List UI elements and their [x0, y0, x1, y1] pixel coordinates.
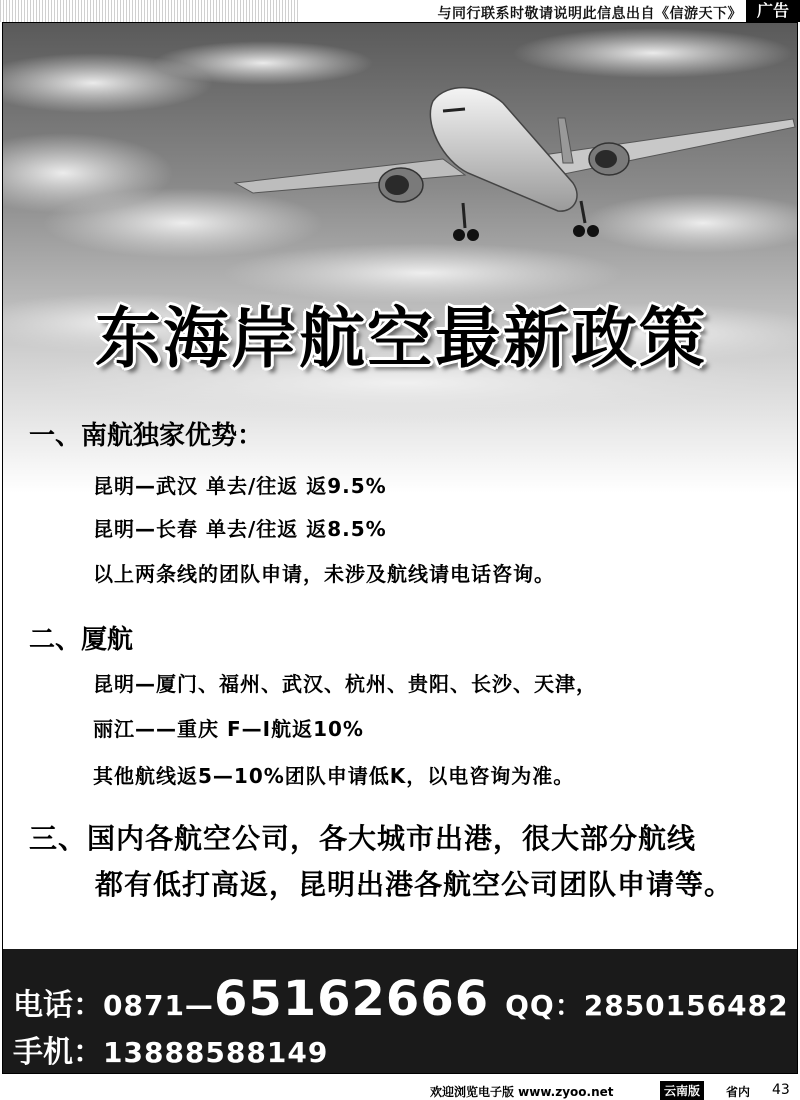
mobile-row	[13, 1027, 328, 1071]
decorative-pattern	[0, 0, 300, 22]
section-3-line: 都有低打高返，昆明出港各航空公司团队申请等。	[95, 868, 734, 901]
mobile-number: 13888588149	[103, 1036, 329, 1069]
phone-row	[13, 971, 789, 1027]
page-number: 43	[772, 1082, 790, 1098]
section-2-line: 其他航线返5—10%团队申请低K，以电咨询为准。	[93, 764, 575, 788]
page-footer	[0, 1078, 800, 1100]
headline-title: 东海岸航空最新政策	[95, 300, 707, 377]
footer-logo: 云南版	[660, 1081, 704, 1100]
section-2-title: 二、厦航	[29, 625, 134, 655]
section-1-line: 以上两条线的团队申请，未涉及航线请电话咨询。	[93, 562, 555, 586]
section-1-title: 一、南航独家优势：	[29, 421, 264, 451]
ad-frame	[2, 22, 798, 1074]
phone-label: 电话：	[13, 988, 103, 1023]
section-2-line: 丽江——重庆 F—I航返10%	[93, 717, 364, 741]
ad-tag: 广告	[746, 0, 800, 22]
section-1-line: 昆明—武汉 单去/往返 返9.5%	[93, 474, 387, 498]
contact-box	[3, 949, 798, 1074]
qq-number: QQ：2850156482	[505, 989, 789, 1022]
source-notice: 与同行联系时敬请说明此信息出自《信游天下》	[437, 6, 742, 22]
section-1-line: 昆明—长春 单去/往返 返8.5%	[93, 517, 387, 541]
footer-location: 省内	[726, 1085, 751, 1099]
top-strip	[0, 0, 800, 22]
phone-number: 65162666	[213, 971, 490, 1027]
footer-website: 欢迎浏览电子版 www.zyoo.net	[430, 1085, 614, 1099]
section-2-line: 昆明—厦门、福州、武汉、杭州、贵阳、长沙、天津，	[93, 672, 597, 696]
section-3-line: 三、国内各航空公司，各大城市出港，很大部分航线	[29, 822, 697, 855]
phone-prefix: 0871—	[103, 989, 214, 1022]
mobile-label: 手机：	[13, 1035, 103, 1070]
